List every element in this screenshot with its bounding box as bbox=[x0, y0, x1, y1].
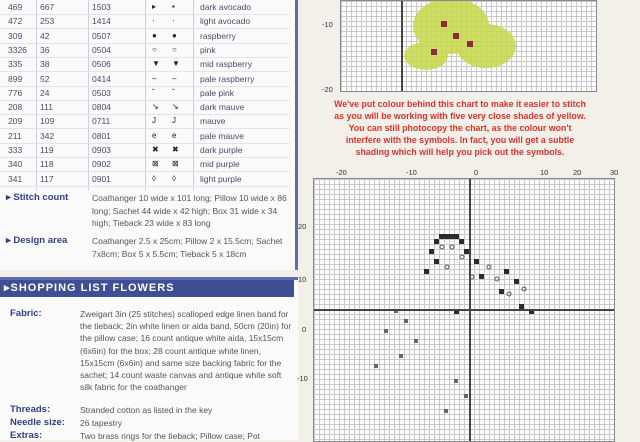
key-row bbox=[0, 172, 290, 187]
key-row bbox=[0, 86, 290, 101]
dmc-number: 472 bbox=[8, 16, 23, 27]
anchor-number: 109 bbox=[40, 116, 55, 127]
needle-size-label: Needle size: bbox=[10, 417, 65, 428]
colour-name: pink bbox=[200, 44, 216, 55]
symbol: · bbox=[152, 16, 155, 26]
madeira-number: 0903 bbox=[92, 145, 111, 155]
design-area-text: Coathanger 2.5 x 25cm; Pillow 2 x 15.5cm; Sachet 7x8cm; Box 5 x 5.5cm; Tieback 5 x 18cm bbox=[92, 236, 283, 259]
x-axis-label: -10 bbox=[406, 168, 417, 177]
symbol-backstitch: ˇ bbox=[172, 87, 175, 97]
y-axis-label: 10 bbox=[298, 275, 307, 284]
symbol: J bbox=[152, 116, 156, 126]
symbol-backstitch: J bbox=[172, 116, 176, 126]
anchor-number: 119 bbox=[40, 145, 54, 155]
anchor-number: 38 bbox=[40, 59, 50, 70]
symbol: ○ bbox=[152, 44, 157, 54]
y-axis-label: 0 bbox=[302, 325, 307, 334]
symbol: ▸ bbox=[152, 2, 157, 11]
anchor-number: 52 bbox=[40, 73, 50, 84]
symbol: ● bbox=[152, 30, 157, 40]
y-axis-label: 20 bbox=[298, 222, 307, 231]
colour-name: pale pink bbox=[200, 87, 235, 98]
design-area-label: ▸ Design area bbox=[6, 235, 68, 246]
madeira-number: 1414 bbox=[92, 16, 111, 27]
key-row bbox=[0, 114, 290, 129]
dmc-number: 3326 bbox=[8, 44, 27, 55]
symbol: ↘ bbox=[152, 102, 159, 112]
y-axis-label: -10 bbox=[297, 374, 308, 383]
symbol: – bbox=[152, 73, 157, 83]
horizontal-center-line bbox=[314, 309, 614, 311]
colour-name: dark purple bbox=[200, 145, 243, 155]
madeira-number: 1503 bbox=[92, 2, 111, 12]
dmc-number: 208 bbox=[8, 102, 23, 113]
symbol-backstitch: ✖ bbox=[172, 145, 179, 154]
stitch-count-label: ▸ Stitch count bbox=[6, 192, 69, 203]
symbol-backstitch: e bbox=[172, 130, 177, 140]
symbol: ⊠ bbox=[152, 159, 159, 169]
key-row bbox=[0, 0, 290, 15]
madeira-number: 0506 bbox=[92, 59, 111, 70]
needle-size-text: 26 tapestry bbox=[80, 418, 123, 428]
x-axis-label: -20 bbox=[336, 168, 347, 177]
symbol: ✖ bbox=[152, 145, 159, 154]
dmc-number: 899 bbox=[8, 73, 23, 84]
symbol-backstitch: ▪ bbox=[172, 2, 175, 11]
colour-name: dark avocado bbox=[200, 2, 252, 12]
key-row bbox=[0, 29, 290, 44]
dmc-number: 211 bbox=[8, 130, 22, 141]
dmc-number: 335 bbox=[8, 59, 23, 70]
symbol-backstitch: · bbox=[172, 16, 175, 26]
colour-name: mid raspberry bbox=[200, 59, 252, 70]
threads-label: Threads: bbox=[10, 404, 51, 415]
flower-cross-stitch-chart bbox=[313, 178, 615, 442]
key-row bbox=[0, 57, 290, 72]
anchor-number: 36 bbox=[40, 44, 50, 55]
yellow-cross-stitch-chart bbox=[340, 0, 597, 92]
fabric-label: Fabric: bbox=[10, 308, 42, 319]
symbol-backstitch: ◊ bbox=[172, 173, 176, 183]
symbol-backstitch: – bbox=[172, 73, 177, 83]
anchor-number: 342 bbox=[40, 130, 55, 141]
madeira-number: 0414 bbox=[92, 73, 111, 84]
colour-name: light avocado bbox=[200, 16, 251, 27]
symbol-backstitch: ⊠ bbox=[172, 159, 179, 169]
dmc-number: 341 bbox=[8, 173, 23, 184]
key-row bbox=[0, 72, 290, 87]
extras-text: Two brass rings for the tieback; Pillow case; Pot bbox=[80, 431, 260, 441]
dmc-number: 776 bbox=[8, 87, 23, 98]
madeira-number: 0801 bbox=[92, 130, 111, 141]
colour-name: mid purple bbox=[200, 159, 240, 170]
key-row bbox=[0, 129, 290, 144]
shopping-list-panel bbox=[0, 277, 298, 440]
colour-name: mauve bbox=[200, 116, 226, 127]
dmc-number: 469 bbox=[8, 2, 23, 12]
colour-name: pale raspberry bbox=[200, 73, 255, 84]
x-axis-label: 20 bbox=[573, 168, 582, 177]
symbol: ◊ bbox=[152, 173, 156, 183]
dmc-number: 340 bbox=[8, 159, 23, 170]
symbol-backstitch: ▼ bbox=[172, 59, 180, 69]
anchor-number: 24 bbox=[40, 87, 50, 98]
anchor-number: 42 bbox=[40, 30, 50, 41]
anchor-number: 253 bbox=[40, 16, 55, 27]
anchor-number: 117 bbox=[40, 173, 54, 184]
extras-label: Extras: bbox=[10, 430, 43, 441]
key-row bbox=[0, 143, 290, 158]
dmc-number: 309 bbox=[8, 30, 23, 41]
key-row bbox=[0, 157, 290, 172]
x-axis-label: 0 bbox=[474, 168, 479, 177]
fabric-text: Zweigart 3in (25 stitches) scalloped edge linen band for the tieback; 2in white linen or aida band, 50cm (20in) for the pillow case; 16 count antique white aida, 15x15cm (6x6in) for the box; 28 count antique white linen, 15x15cm (6x6in) and same size backing fabric for the sachet; 14 count waste canvas and antique white soft silk fabric for the coathanger bbox=[80, 309, 292, 393]
madeira-number: 0901 bbox=[92, 173, 111, 184]
dmc-number: 333 bbox=[8, 145, 23, 155]
x-axis-label: 30 bbox=[610, 168, 619, 177]
anchor-number: 667 bbox=[40, 2, 55, 12]
stitch-count-text: Coathanger 10 wide x 101 long; Pillow 10 wide x 86 long; Sachet 44 wide x 42 high; Box 31 wide x 34 high; Tieback 23 wide x 83 long bbox=[92, 193, 287, 228]
madeira-number: 0804 bbox=[92, 102, 111, 113]
colour-name: raspberry bbox=[200, 30, 236, 41]
anchor-number: 118 bbox=[40, 159, 54, 170]
symbol: ▼ bbox=[152, 59, 160, 69]
axis-label: -20 bbox=[322, 85, 333, 94]
madeira-number: 0504 bbox=[92, 44, 111, 55]
thread-key-table bbox=[0, 0, 298, 270]
threads-text: Stranded cotton as listed in the key bbox=[80, 405, 213, 415]
center-line bbox=[401, 1, 640, 91]
madeira-number: 0503 bbox=[92, 87, 111, 98]
madeira-number: 0711 bbox=[92, 116, 111, 127]
colour-name: dark mauve bbox=[200, 102, 245, 113]
key-row bbox=[0, 14, 290, 29]
shopping-list-header: ▸SHOPPING LIST FLOWERS bbox=[0, 280, 294, 297]
colour-name: light purple bbox=[200, 173, 242, 184]
key-row bbox=[0, 43, 290, 58]
symbol-backstitch: ● bbox=[172, 30, 177, 40]
anchor-number: 111 bbox=[40, 102, 53, 113]
chart-note: We've put colour behind this chart to make it easier to stitch as you will be working with five very close shades of yellow. You can still photocopy the chart, as the colour won't interfere with the symbols. In fact, you will get a subtle shading which will help you pick out the symbols. bbox=[334, 99, 586, 157]
madeira-number: 0902 bbox=[92, 159, 111, 170]
dmc-number: 209 bbox=[8, 116, 23, 127]
x-axis-label: 10 bbox=[540, 168, 549, 177]
key-row bbox=[0, 100, 290, 115]
symbol-backstitch: ↘ bbox=[172, 102, 179, 112]
madeira-number: 0507 bbox=[92, 30, 111, 41]
symbol: e bbox=[152, 130, 157, 140]
colour-name: pale mauve bbox=[200, 130, 244, 141]
axis-label: -10 bbox=[322, 20, 333, 29]
symbol: ˇ bbox=[152, 87, 155, 97]
symbol-backstitch: ○ bbox=[172, 44, 177, 54]
